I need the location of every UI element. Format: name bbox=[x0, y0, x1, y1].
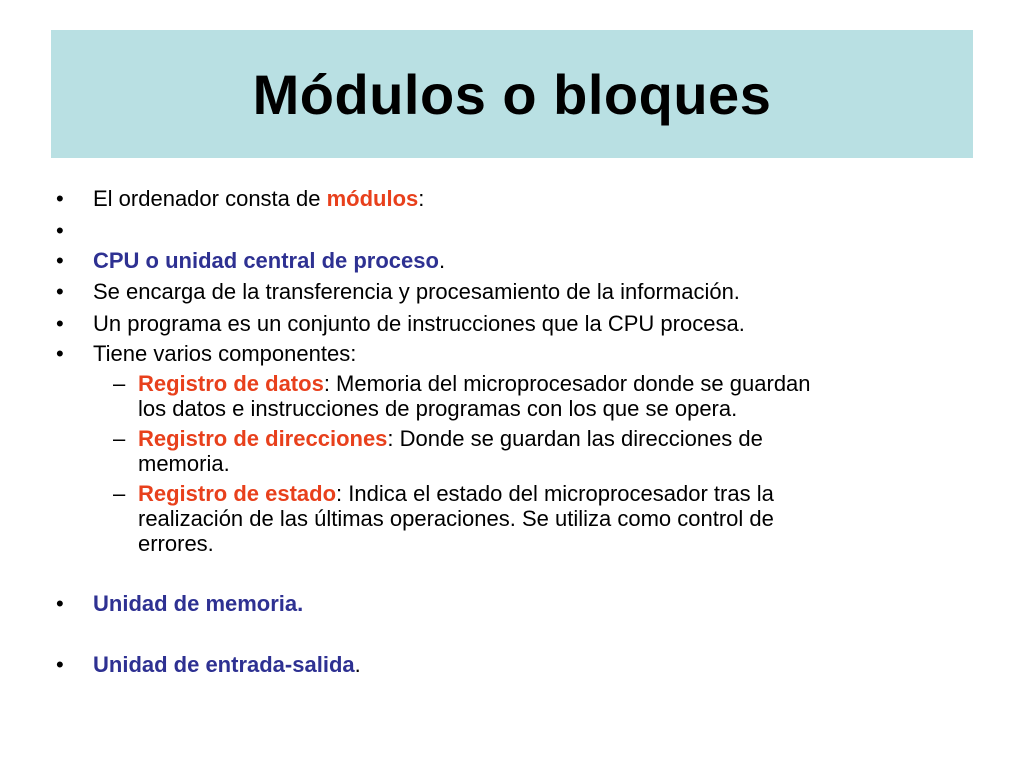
item-highlight: Registro de estado bbox=[138, 481, 337, 506]
item-highlight: Registro de datos bbox=[138, 371, 324, 396]
dash-icon: – bbox=[113, 426, 126, 451]
item-text: : Donde se guardan las direcciones de bbox=[387, 426, 763, 451]
bullet-icon: • bbox=[56, 652, 64, 677]
item-text: El ordenador consta de bbox=[93, 186, 327, 211]
list-item bbox=[93, 186, 424, 211]
slide-title: Módulos o bloques bbox=[252, 62, 772, 126]
item-highlight: módulos bbox=[326, 186, 419, 211]
list-item: Un programa es un conjunto de instrucciones que la CPU procesa. bbox=[93, 311, 745, 336]
list-item bbox=[93, 652, 361, 677]
dash-icon: – bbox=[113, 481, 126, 506]
list-item: Se encarga de la transferencia y procesamiento de la información. bbox=[93, 279, 740, 304]
bullet-icon: • bbox=[56, 279, 64, 304]
item-text: . bbox=[354, 652, 361, 677]
list-item bbox=[93, 248, 445, 273]
list-item: Unidad de memoria. bbox=[93, 591, 304, 616]
item-text: . bbox=[438, 248, 446, 273]
bullet-icon: • bbox=[56, 248, 64, 273]
sub-list-item bbox=[138, 426, 763, 451]
dash-icon: – bbox=[113, 371, 126, 396]
list-item: Tiene varios componentes: bbox=[93, 341, 357, 366]
item-text: : bbox=[418, 186, 425, 211]
item-text: : Indica el estado del microprocesador tras la bbox=[336, 481, 774, 506]
sub-list-item bbox=[138, 481, 774, 506]
bullet-icon: • bbox=[56, 591, 64, 616]
item-highlight: CPU o unidad central de proceso bbox=[93, 248, 439, 273]
bullet-icon: • bbox=[56, 311, 64, 336]
item-highlight: Unidad de entrada-salida bbox=[93, 652, 355, 677]
sub-list-item-continuation: los datos e instrucciones de programas con los que se opera. bbox=[138, 396, 738, 421]
bullet-icon: • bbox=[56, 218, 64, 243]
sub-list-item-continuation: realización de las últimas operaciones. Se utiliza como control de bbox=[138, 506, 774, 531]
item-text: : Memoria del microprocesador donde se guardan bbox=[323, 371, 811, 396]
sub-list-item-continuation: memoria. bbox=[138, 451, 230, 476]
sub-list-item-continuation: errores. bbox=[138, 531, 214, 556]
bullet-icon: • bbox=[56, 186, 64, 211]
item-highlight: Registro de direcciones bbox=[138, 426, 388, 451]
bullet-icon: • bbox=[56, 341, 64, 366]
sub-list-item bbox=[138, 371, 811, 396]
